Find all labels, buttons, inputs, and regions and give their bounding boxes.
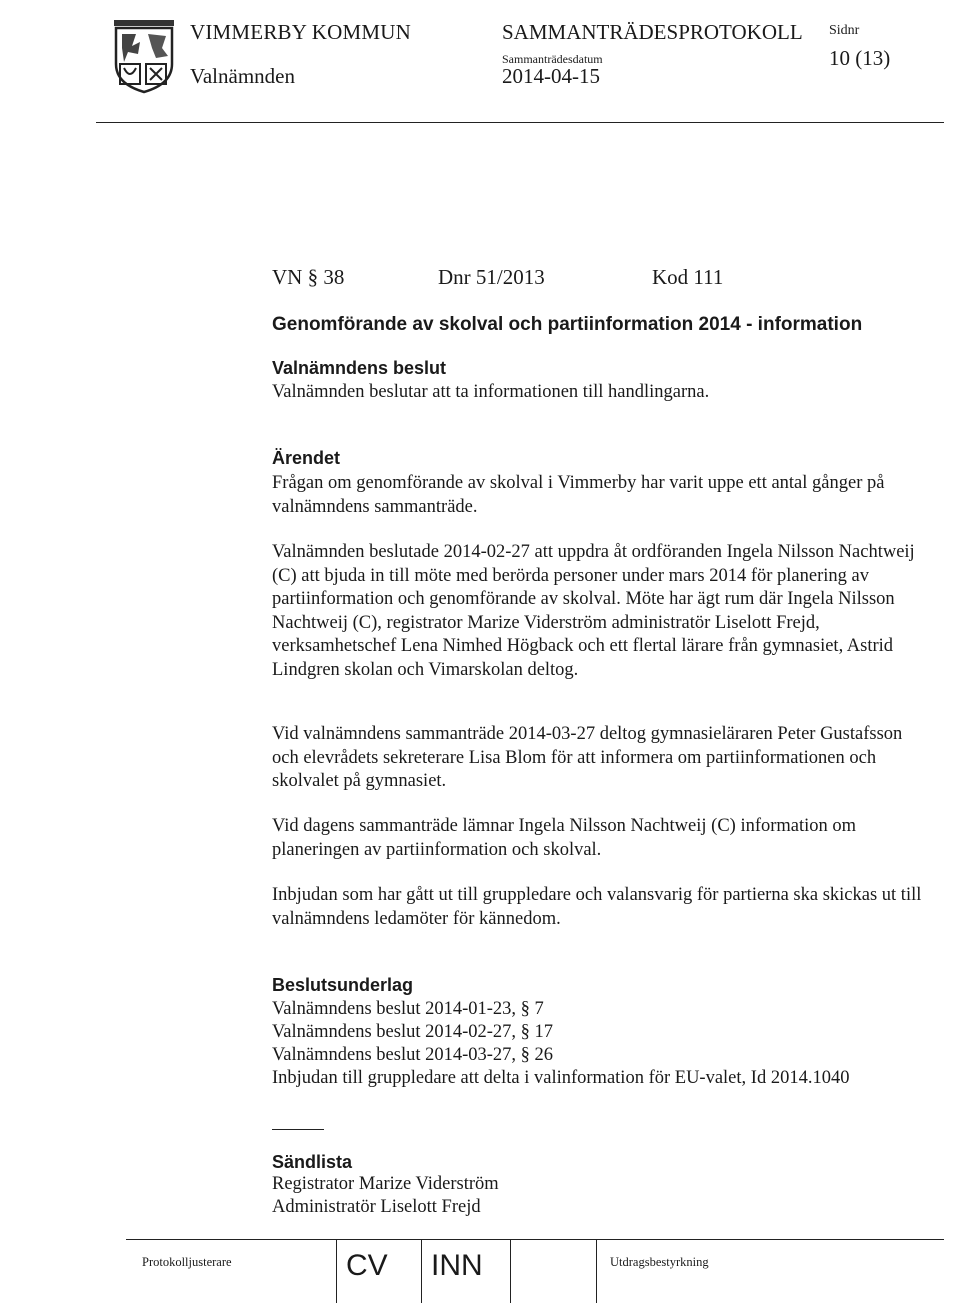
- matter-paragraph: Valnämnden beslutade 2014-02-27 att uppdra åt ordföranden Ingela Nilsson Nachtweij (C) att bjuda in till möte med berörda personer under mars 2014 för planering av partiinformation och genomförande av skolval. Möte har ägt rum där Ingela Nilsson Nachtweij (C), registrator Marize Viderström administratör Liselott Frejd, verksamhetschef Lena Nimhed Högback och ett flertal lärare från gymnasiet, Astrid Lindgren skolan och Vimarskolan deltog.: [272, 542, 915, 680]
- committee-name: Valnämnden: [190, 64, 295, 88]
- adjuster-signature-2: INN: [431, 1249, 483, 1282]
- document-type: SAMMANTRÄDESPROTOKOLL: [502, 20, 803, 44]
- footer-top-rule: [126, 1239, 944, 1240]
- footer-signature-bar: [126, 1239, 944, 1303]
- decision-basis-item: Inbjudan till gruppledare att delta i valinformation för EU-valet, Id 2014.1040: [272, 1068, 850, 1088]
- distribution-list-heading: Sändlista: [272, 1152, 353, 1172]
- matter-paragraph: Vid valnämndens sammanträde 2014-03-27 deltog gymnasieläraren Peter Gustafsson och elevrådets sekreterare Lisa Blom för att informera om partiinformationen och skolvalet på gymnasiet.: [272, 724, 903, 791]
- footer-divider: [421, 1239, 422, 1303]
- decision-heading: Valnämndens beslut: [272, 358, 447, 378]
- decision-basis-item: Valnämndens beslut 2014-02-27, § 17: [272, 1022, 554, 1042]
- matter-paragraph: Frågan om genomförande av skolval i Vimmerby har varit uppe ett antal gånger på valnämndens sammanträde.: [272, 473, 885, 517]
- case-code: Kod 111: [652, 265, 724, 289]
- footer-divider: [596, 1239, 597, 1303]
- page-number: 10 (13): [829, 46, 891, 70]
- case-title: Genomförande av skolval och partiinformation 2014 - information: [272, 314, 863, 335]
- section-divider: [272, 1129, 324, 1130]
- adjuster-signature-1: CV: [346, 1249, 388, 1282]
- paragraph-number: VN § 38: [272, 265, 345, 289]
- meeting-date-label: Sammanträdesdatum: [502, 52, 603, 66]
- matter-paragraph: Inbjudan som har gått ut till gruppledare och valansvarig för partierna ska skickas ut till valnämndens ledamöter för kännedom.: [272, 885, 922, 929]
- matter-heading: Ärendet: [272, 448, 341, 468]
- distribution-list-item: Registrator Marize Viderström: [272, 1174, 499, 1194]
- meeting-date: 2014-04-15: [502, 64, 600, 88]
- footer-divider: [336, 1239, 337, 1303]
- decision-basis-item: Valnämndens beslut 2014-03-27, § 26: [272, 1045, 554, 1065]
- matter-paragraph: Vid dagens sammanträde lämnar Ingela Nilsson Nachtweij (C) information om planeringen av partiinformation och skolval.: [272, 816, 857, 860]
- page-number-label: Sidnr: [829, 23, 860, 38]
- footer-divider: [510, 1239, 511, 1303]
- decision-basis-heading: Beslutsunderlag: [272, 975, 414, 995]
- municipal-coat-of-arms-icon: [112, 18, 176, 94]
- organization-name: VIMMERBY KOMMUN: [190, 20, 411, 44]
- decision-text: Valnämnden beslutar att ta informationen till handlingarna.: [272, 382, 710, 402]
- header-divider: [96, 122, 944, 123]
- extract-certification-label: Utdragsbestyrkning: [610, 1255, 709, 1269]
- diary-number: Dnr 51/2013: [438, 265, 545, 289]
- decision-basis-item: Valnämndens beslut 2014-01-23, § 7: [272, 999, 544, 1019]
- adjuster-label: Protokolljusterare: [142, 1255, 232, 1269]
- distribution-list-item: Administratör Liselott Frejd: [272, 1197, 481, 1217]
